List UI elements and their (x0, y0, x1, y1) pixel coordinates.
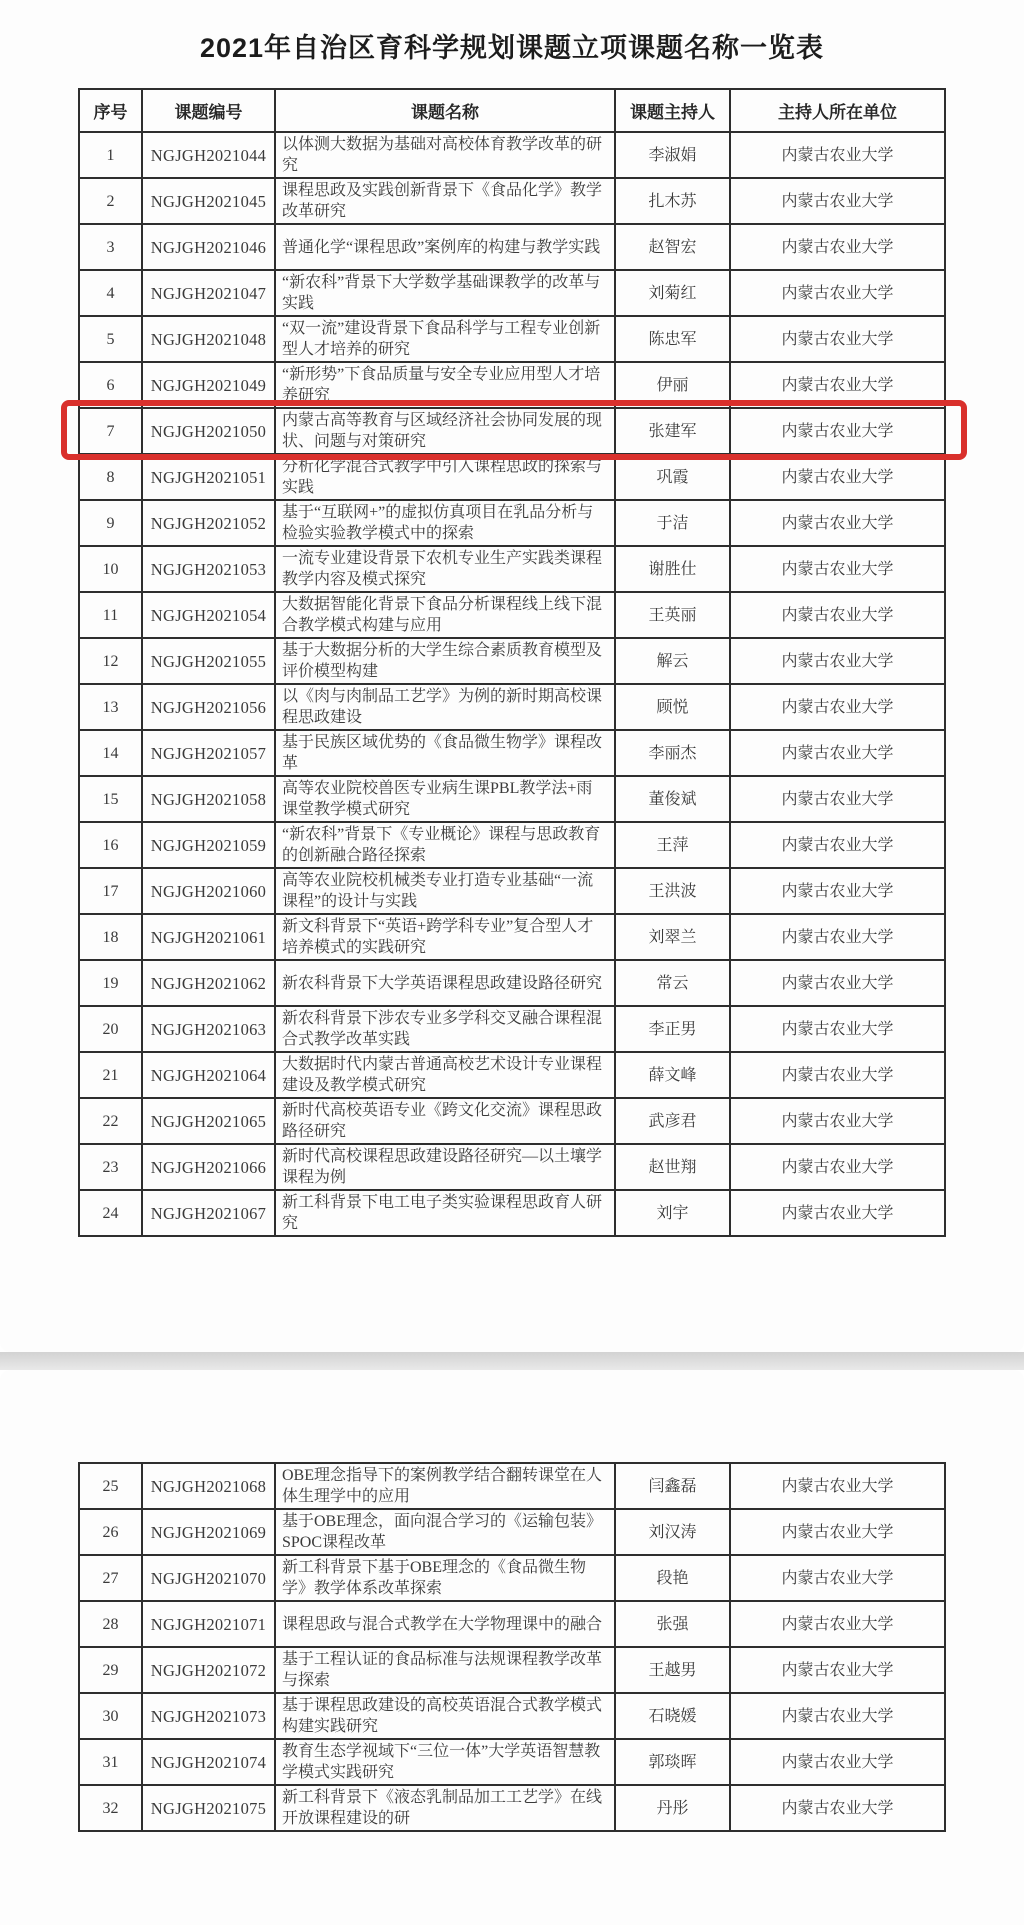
row-number-cell: 10 (79, 546, 142, 592)
project-leader-cell: 郭琰晖 (615, 1739, 730, 1785)
project-leader-cell: 刘翠兰 (615, 914, 730, 960)
table-row (79, 638, 945, 684)
project-leader-cell: 刘汉涛 (615, 1509, 730, 1555)
row-number-cell: 4 (79, 270, 142, 316)
project-leader-cell: 张建军 (615, 408, 730, 454)
project-code-cell: NGJGH2021071 (142, 1601, 275, 1647)
project-code-cell: NGJGH2021065 (142, 1098, 275, 1144)
row-number-cell: 32 (79, 1785, 142, 1831)
project-title-cell: 大数据时代内蒙古普通高校艺术设计专业课程建设及教学模式研究 (275, 1052, 615, 1098)
project-title-cell: 基于OBE理念，面向混合学习的《运输包装》SPOC课程改革 (275, 1509, 615, 1555)
project-title-cell: 内蒙古高等教育与区域经济社会协同发展的现状、问题与对策研究 (275, 408, 615, 454)
project-leader-cell: 李丽杰 (615, 730, 730, 776)
leader-unit-cell: 内蒙古农业大学 (730, 1144, 945, 1190)
project-title-cell: OBE理念指导下的案例教学结合翻转课堂在人体生理学中的应用 (275, 1463, 615, 1509)
project-title-cell: 新时代高校课程思政建设路径研究—以土壤学课程为例 (275, 1144, 615, 1190)
row-number-cell: 23 (79, 1144, 142, 1190)
row-number-cell: 15 (79, 776, 142, 822)
project-leader-cell: 解云 (615, 638, 730, 684)
project-title-cell: 新工科背景下《液态乳制品加工工艺学》在线开放课程建设的研 (275, 1785, 615, 1831)
table-row (79, 408, 945, 454)
projects-table-continued-wrapper (78, 1462, 944, 1832)
project-title-cell: “新农科”背景下大学数学基础课教学的改革与实践 (275, 270, 615, 316)
project-leader-cell: 顾悦 (615, 684, 730, 730)
table-row (79, 684, 945, 730)
leader-unit-cell: 内蒙古农业大学 (730, 1739, 945, 1785)
row-number-cell: 24 (79, 1190, 142, 1236)
project-leader-cell: 谢胜仕 (615, 546, 730, 592)
project-title-cell: 课程思政及实践创新背景下《食品化学》教学改革研究 (275, 178, 615, 224)
project-code-cell: NGJGH2021075 (142, 1785, 275, 1831)
project-code-cell: NGJGH2021048 (142, 316, 275, 362)
project-leader-cell: 赵智宏 (615, 224, 730, 270)
project-code-cell: NGJGH2021073 (142, 1693, 275, 1739)
leader-unit-cell: 内蒙古农业大学 (730, 224, 945, 270)
row-number-cell: 29 (79, 1647, 142, 1693)
project-leader-cell: 石晓媛 (615, 1693, 730, 1739)
row-number-cell: 31 (79, 1739, 142, 1785)
project-code-cell: NGJGH2021066 (142, 1144, 275, 1190)
table-row (79, 1509, 945, 1555)
leader-unit-cell: 内蒙古农业大学 (730, 132, 945, 178)
leader-unit-cell: 内蒙古农业大学 (730, 592, 945, 638)
project-title-cell: 新农科背景下大学英语课程思政建设路径研究 (275, 960, 615, 1006)
project-leader-cell: 巩霞 (615, 454, 730, 500)
project-title-cell: 一流专业建设背景下农机专业生产实践类课程教学内容及模式探究 (275, 546, 615, 592)
table-row (79, 914, 945, 960)
leader-unit-cell: 内蒙古农业大学 (730, 316, 945, 362)
row-number-cell: 7 (79, 408, 142, 454)
project-code-cell: NGJGH2021051 (142, 454, 275, 500)
table-row (79, 362, 945, 408)
project-leader-cell: 王萍 (615, 822, 730, 868)
project-title-cell: “新农科”背景下《专业概论》课程与思政教育的创新融合路径探索 (275, 822, 615, 868)
project-leader-cell: 于洁 (615, 500, 730, 546)
project-title-cell: 分析化学混合式教学中引入课程思政的探索与实践 (275, 454, 615, 500)
table-row (79, 1006, 945, 1052)
row-number-cell: 13 (79, 684, 142, 730)
row-number-cell: 3 (79, 224, 142, 270)
projects-table-wrapper (78, 88, 944, 1237)
table-row (79, 1693, 945, 1739)
screenshot-seam-divider (0, 1352, 1024, 1370)
project-code-cell: NGJGH2021052 (142, 500, 275, 546)
row-number-cell: 2 (79, 178, 142, 224)
leader-unit-cell: 内蒙古农业大学 (730, 1006, 945, 1052)
leader-unit-cell: 内蒙古农业大学 (730, 1555, 945, 1601)
project-leader-cell: 丹彤 (615, 1785, 730, 1831)
project-code-cell: NGJGH2021047 (142, 270, 275, 316)
project-title-cell: 以体测大数据为基础对高校体育教学改革的研究 (275, 132, 615, 178)
column-header-unit: 主持人所在单位 (730, 89, 945, 132)
row-number-cell: 18 (79, 914, 142, 960)
project-title-cell: “新形势”下食品质量与安全专业应用型人才培养研究 (275, 362, 615, 408)
project-title-cell: 高等农业院校机械类专业打造专业基础“一流课程”的设计与实践 (275, 868, 615, 914)
leader-unit-cell: 内蒙古农业大学 (730, 638, 945, 684)
project-leader-cell: 赵世翔 (615, 1144, 730, 1190)
table-row (79, 1601, 945, 1647)
leader-unit-cell: 内蒙古农业大学 (730, 454, 945, 500)
project-leader-cell: 王洪波 (615, 868, 730, 914)
project-code-cell: NGJGH2021057 (142, 730, 275, 776)
table-row (79, 730, 945, 776)
table-row (79, 178, 945, 224)
column-header-index: 序号 (79, 89, 142, 132)
project-code-cell: NGJGH2021068 (142, 1463, 275, 1509)
leader-unit-cell: 内蒙古农业大学 (730, 270, 945, 316)
table-row (79, 1052, 945, 1098)
project-leader-cell: 陈忠军 (615, 316, 730, 362)
table-row (79, 822, 945, 868)
table-row (79, 500, 945, 546)
screenshot-section-bottom (0, 1370, 1024, 1925)
table-row (79, 316, 945, 362)
row-number-cell: 26 (79, 1509, 142, 1555)
table-row (79, 1144, 945, 1190)
leader-unit-cell: 内蒙古农业大学 (730, 1647, 945, 1693)
project-title-cell: 以《肉与肉制品工艺学》为例的新时期高校课程思政建设 (275, 684, 615, 730)
project-code-cell: NGJGH2021069 (142, 1509, 275, 1555)
project-leader-cell: 刘菊红 (615, 270, 730, 316)
leader-unit-cell: 内蒙古农业大学 (730, 914, 945, 960)
project-code-cell: NGJGH2021053 (142, 546, 275, 592)
project-title-cell: 普通化学“课程思政”案例库的构建与教学实践 (275, 224, 615, 270)
leader-unit-cell: 内蒙古农业大学 (730, 1509, 945, 1555)
project-title-cell: 新工科背景下基于OBE理念的《食品微生物学》教学体系改革探索 (275, 1555, 615, 1601)
project-code-cell: NGJGH2021072 (142, 1647, 275, 1693)
project-code-cell: NGJGH2021067 (142, 1190, 275, 1236)
table-row (79, 224, 945, 270)
project-code-cell: NGJGH2021044 (142, 132, 275, 178)
project-title-cell: “双一流”建设背景下食品科学与工程专业创新型人才培养的研究 (275, 316, 615, 362)
row-number-cell: 30 (79, 1693, 142, 1739)
column-header-project-code: 课题编号 (142, 89, 275, 132)
table-row (79, 546, 945, 592)
project-code-cell: NGJGH2021064 (142, 1052, 275, 1098)
project-code-cell: NGJGH2021055 (142, 638, 275, 684)
row-number-cell: 21 (79, 1052, 142, 1098)
row-number-cell: 19 (79, 960, 142, 1006)
leader-unit-cell: 内蒙古农业大学 (730, 1190, 945, 1236)
leader-unit-cell: 内蒙古农业大学 (730, 1052, 945, 1098)
row-number-cell: 22 (79, 1098, 142, 1144)
leader-unit-cell: 内蒙古农业大学 (730, 1601, 945, 1647)
row-number-cell: 9 (79, 500, 142, 546)
project-leader-cell: 武彦君 (615, 1098, 730, 1144)
project-leader-cell: 董俊斌 (615, 776, 730, 822)
table-header-row (79, 89, 945, 132)
project-code-cell: NGJGH2021046 (142, 224, 275, 270)
row-number-cell: 25 (79, 1463, 142, 1509)
table-row (79, 270, 945, 316)
project-title-cell: 新工科背景下电工电子类实验课程思政育人研究 (275, 1190, 615, 1236)
table-row (79, 776, 945, 822)
row-number-cell: 1 (79, 132, 142, 178)
row-number-cell: 6 (79, 362, 142, 408)
leader-unit-cell: 内蒙古农业大学 (730, 776, 945, 822)
table-row (79, 1190, 945, 1236)
project-leader-cell: 段艳 (615, 1555, 730, 1601)
row-number-cell: 17 (79, 868, 142, 914)
leader-unit-cell: 内蒙古农业大学 (730, 178, 945, 224)
leader-unit-cell: 内蒙古农业大学 (730, 684, 945, 730)
table-row (79, 1098, 945, 1144)
project-title-cell: 基于大数据分析的大学生综合素质教育模型及评价模型构建 (275, 638, 615, 684)
table-row (79, 454, 945, 500)
project-title-cell: 课程思政与混合式教学在大学物理课中的融合 (275, 1601, 615, 1647)
project-code-cell: NGJGH2021059 (142, 822, 275, 868)
projects-table (78, 88, 946, 1237)
project-code-cell: NGJGH2021063 (142, 1006, 275, 1052)
leader-unit-cell: 内蒙古农业大学 (730, 546, 945, 592)
project-code-cell: NGJGH2021060 (142, 868, 275, 914)
project-leader-cell: 刘宇 (615, 1190, 730, 1236)
project-code-cell: NGJGH2021070 (142, 1555, 275, 1601)
project-leader-cell: 李淑娟 (615, 132, 730, 178)
table-row (79, 1463, 945, 1509)
project-leader-cell: 闫鑫磊 (615, 1463, 730, 1509)
project-leader-cell: 王越男 (615, 1647, 730, 1693)
project-title-cell: 新文科背景下“英语+跨学科专业”复合型人才培养模式的实践研究 (275, 914, 615, 960)
row-number-cell: 27 (79, 1555, 142, 1601)
project-leader-cell: 薛文峰 (615, 1052, 730, 1098)
row-number-cell: 14 (79, 730, 142, 776)
project-title-cell: 基于民族区域优势的《食品微生物学》课程改革 (275, 730, 615, 776)
row-number-cell: 8 (79, 454, 142, 500)
project-leader-cell: 李正男 (615, 1006, 730, 1052)
table-row (79, 960, 945, 1006)
projects-table-continued (78, 1462, 946, 1832)
project-code-cell: NGJGH2021049 (142, 362, 275, 408)
leader-unit-cell: 内蒙古农业大学 (730, 868, 945, 914)
project-code-cell: NGJGH2021054 (142, 592, 275, 638)
project-leader-cell: 常云 (615, 960, 730, 1006)
project-code-cell: NGJGH2021045 (142, 178, 275, 224)
leader-unit-cell: 内蒙古农业大学 (730, 1098, 945, 1144)
row-number-cell: 20 (79, 1006, 142, 1052)
leader-unit-cell: 内蒙古农业大学 (730, 730, 945, 776)
table-row (79, 868, 945, 914)
row-number-cell: 16 (79, 822, 142, 868)
leader-unit-cell: 内蒙古农业大学 (730, 960, 945, 1006)
leader-unit-cell: 内蒙古农业大学 (730, 1785, 945, 1831)
page-title: 2021年自治区育科学规划课题立项课题名称一览表 (199, 33, 825, 63)
project-title-cell: 基于工程认证的食品标准与法规课程教学改革与探索 (275, 1647, 615, 1693)
project-code-cell: NGJGH2021050 (142, 408, 275, 454)
table-row (79, 1647, 945, 1693)
table-row (79, 1739, 945, 1785)
column-header-leader: 课题主持人 (615, 89, 730, 132)
row-number-cell: 28 (79, 1601, 142, 1647)
table-row (79, 592, 945, 638)
project-title-cell: 新农科背景下涉农专业多学科交叉融合课程混合式教学改革实践 (275, 1006, 615, 1052)
project-title-cell: 基于课程思政建设的高校英语混合式教学模式构建实践研究 (275, 1693, 615, 1739)
project-title-cell: 教育生态学视域下“三位一体”大学英语智慧教学模式实践研究 (275, 1739, 615, 1785)
leader-unit-cell: 内蒙古农业大学 (730, 362, 945, 408)
project-title-cell: 新时代高校英语专业《跨文化交流》课程思政路径研究 (275, 1098, 615, 1144)
row-number-cell: 12 (79, 638, 142, 684)
project-code-cell: NGJGH2021058 (142, 776, 275, 822)
leader-unit-cell: 内蒙古农业大学 (730, 822, 945, 868)
project-code-cell: NGJGH2021062 (142, 960, 275, 1006)
leader-unit-cell: 内蒙古农业大学 (730, 500, 945, 546)
project-leader-cell: 伊丽 (615, 362, 730, 408)
row-number-cell: 11 (79, 592, 142, 638)
project-title-cell: 大数据智能化背景下食品分析课程线上线下混合教学模式构建与应用 (275, 592, 615, 638)
project-title-cell: 高等农业院校兽医专业病生课PBL教学法+雨课堂教学模式研究 (275, 776, 615, 822)
project-leader-cell: 王英丽 (615, 592, 730, 638)
leader-unit-cell: 内蒙古农业大学 (730, 1693, 945, 1739)
leader-unit-cell: 内蒙古农业大学 (730, 408, 945, 454)
project-code-cell: NGJGH2021056 (142, 684, 275, 730)
leader-unit-cell: 内蒙古农业大学 (730, 1463, 945, 1509)
project-code-cell: NGJGH2021061 (142, 914, 275, 960)
table-row (79, 1555, 945, 1601)
project-leader-cell: 扎木苏 (615, 178, 730, 224)
table-row (79, 1785, 945, 1831)
table-row (79, 132, 945, 178)
project-code-cell: NGJGH2021074 (142, 1739, 275, 1785)
project-title-cell: 基于“互联网+”的虚拟仿真项目在乳品分析与检验实验教学模式中的探索 (275, 500, 615, 546)
row-number-cell: 5 (79, 316, 142, 362)
column-header-project-title: 课题名称 (275, 89, 615, 132)
project-leader-cell: 张强 (615, 1601, 730, 1647)
